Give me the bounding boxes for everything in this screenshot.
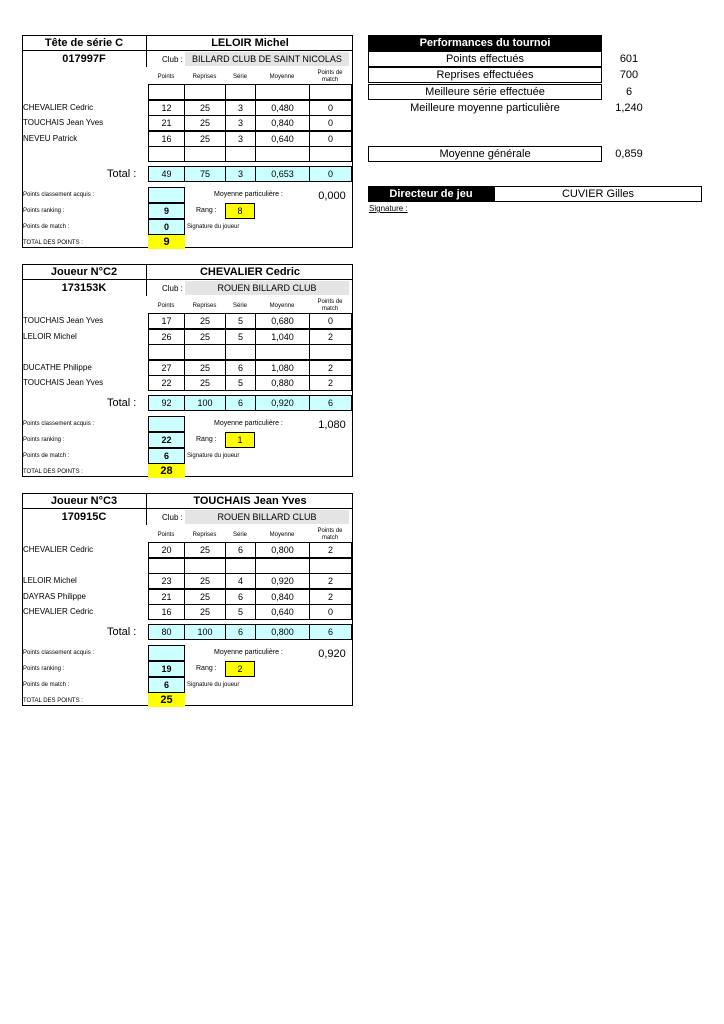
licence-number: 017997F xyxy=(22,51,147,67)
cell-match: 0 xyxy=(309,604,352,620)
cell-reprises: 25 xyxy=(184,313,226,329)
cell-reprises: 25 xyxy=(184,329,226,345)
opponent-name: TOUCHAIS Jean Yves xyxy=(23,316,104,325)
cell-match: 2 xyxy=(309,573,352,589)
points-match-value: 0 xyxy=(148,219,185,235)
cell-serie xyxy=(225,84,256,100)
opponent-name: LELOIR Michel xyxy=(23,332,77,341)
opponent-name: TOUCHAIS Jean Yves xyxy=(23,378,104,387)
total-reprises: 75 xyxy=(184,166,226,182)
rang-label: Rang : xyxy=(196,207,217,214)
column-header-serie: Série xyxy=(232,73,247,80)
points-classement-value xyxy=(148,645,185,661)
total-points-label: TOTAL DES POINTS : xyxy=(23,468,83,475)
cell-points: 21 xyxy=(148,589,185,605)
cell-match: 0 xyxy=(309,115,352,131)
opponent-name: CHEVALIER Cedric xyxy=(23,545,94,554)
cell-moyenne xyxy=(255,344,310,360)
player-name: LELOIR Michel xyxy=(211,37,289,49)
cell-match: 0 xyxy=(309,131,352,147)
column-header-reprises: Reprises xyxy=(192,73,217,80)
signature-joueur-label: Signature du joueur xyxy=(187,223,240,230)
points-classement-label: Points classement acquis : xyxy=(23,649,95,656)
card-title: Tête de série C xyxy=(22,35,147,51)
points-classement-value xyxy=(148,416,185,432)
cell-match xyxy=(309,558,352,574)
directeur-name: CUVIER Gilles xyxy=(494,186,702,202)
licence-number: 173153K xyxy=(22,280,147,296)
cell-points: 16 xyxy=(148,131,185,147)
cell-reprises xyxy=(184,558,226,574)
cell-match: 2 xyxy=(309,375,352,391)
opponent-name: DAYRAS Philippe xyxy=(23,592,86,601)
cell-points xyxy=(148,146,185,162)
opponent-name: CHEVALIER Cedric xyxy=(23,607,94,616)
total-serie: 6 xyxy=(225,624,256,640)
cell-match xyxy=(309,146,352,162)
column-header-moyenne: Moyenne xyxy=(269,73,295,80)
cell-reprises: 25 xyxy=(184,604,226,620)
cell-match: 2 xyxy=(309,589,352,605)
column-header-points: Points xyxy=(157,73,175,80)
cell-points xyxy=(148,558,185,574)
directeur-label: Directeur de jeu xyxy=(368,186,494,202)
cell-moyenne xyxy=(255,558,310,574)
cell-moyenne xyxy=(255,146,310,162)
perf-label-serie: Meilleure série effectuée xyxy=(368,84,602,100)
points-match-label: Points de match : xyxy=(23,223,70,230)
moyenne-particuliere-value: 0,920 xyxy=(318,647,346,660)
cell-points: 17 xyxy=(148,313,185,329)
total-label: Total : xyxy=(107,397,137,409)
total-points-label: TOTAL DES POINTS : xyxy=(23,697,83,704)
cell-moyenne: 0,680 xyxy=(255,313,310,329)
cell-match: 2 xyxy=(309,360,352,376)
total-reprises: 100 xyxy=(184,624,226,640)
opponent-name: NEVEU Patrick xyxy=(23,134,78,143)
points-classement-label: Points classement acquis : xyxy=(23,191,95,198)
cell-match: 2 xyxy=(309,329,352,345)
cell-serie: 6 xyxy=(225,542,256,558)
club-label: Club : xyxy=(162,283,183,293)
cell-serie xyxy=(225,344,256,360)
cell-points: 22 xyxy=(148,375,185,391)
cell-moyenne: 0,840 xyxy=(255,589,310,605)
cell-reprises: 25 xyxy=(184,131,226,147)
points-ranking-label: Points ranking : xyxy=(23,436,65,443)
cell-serie: 5 xyxy=(225,604,256,620)
signature-joueur-label: Signature du joueur xyxy=(187,681,240,688)
moyenne-generale-label: Moyenne générale xyxy=(368,146,602,162)
cell-reprises: 25 xyxy=(184,573,226,589)
moyenne-particuliere-label: Moyenne particulière : xyxy=(214,191,283,198)
total-match: 6 xyxy=(309,395,352,411)
opponent-name: DUCATHE Philippe xyxy=(23,363,92,372)
cell-points xyxy=(148,344,185,360)
cell-reprises xyxy=(184,146,226,162)
performances-title: Performances du tournoi xyxy=(368,35,602,51)
points-match-label: Points de match : xyxy=(23,681,70,688)
total-points: 92 xyxy=(148,395,185,411)
cell-moyenne: 0,920 xyxy=(255,573,310,589)
moyenne-particuliere-value: 1,080 xyxy=(318,418,346,431)
column-header-reprises: Reprises xyxy=(192,531,217,538)
column-header-serie: Série xyxy=(232,531,247,538)
signature-joueur-label: Signature du joueur xyxy=(187,452,240,459)
player-name: CHEVALIER Cedric xyxy=(199,266,301,278)
points-ranking-label: Points ranking : xyxy=(23,665,65,672)
total-label: Total : xyxy=(107,168,137,180)
cell-moyenne: 0,480 xyxy=(255,100,310,116)
total-points: 80 xyxy=(148,624,185,640)
cell-reprises: 25 xyxy=(184,360,226,376)
cell-serie: 3 xyxy=(225,115,256,131)
opponent-name: CHEVALIER Cedric xyxy=(23,103,94,112)
points-match-label: Points de match : xyxy=(23,452,70,459)
perf-value-moyenne: 1,240 xyxy=(615,102,643,114)
rang-value: 8 xyxy=(225,203,255,219)
cell-points: 16 xyxy=(148,604,185,620)
points-ranking-value: 22 xyxy=(148,432,185,448)
cell-match: 0 xyxy=(309,100,352,116)
cell-serie: 3 xyxy=(225,100,256,116)
cell-reprises: 25 xyxy=(184,375,226,391)
cell-match xyxy=(309,84,352,100)
cell-serie: 5 xyxy=(225,313,256,329)
points-classement-label: Points classement acquis : xyxy=(23,420,95,427)
cell-points: 12 xyxy=(148,100,185,116)
column-header-moyenne: Moyenne xyxy=(269,531,295,538)
cell-match xyxy=(309,344,352,360)
club-label: Club : xyxy=(162,512,183,522)
total-points-value: 9 xyxy=(148,235,185,249)
column-header-points: Points xyxy=(157,531,175,538)
total-moyenne: 0,920 xyxy=(255,395,310,411)
total-match: 6 xyxy=(309,624,352,640)
rang-value: 1 xyxy=(225,432,255,448)
perf-label-points: Points effectués xyxy=(368,51,602,67)
club-name: ROUEN BILLARD CLUB xyxy=(185,281,349,295)
cell-serie: 3 xyxy=(225,131,256,147)
points-ranking-label: Points ranking : xyxy=(23,207,65,214)
opponent-name: TOUCHAIS Jean Yves xyxy=(23,118,104,127)
cell-moyenne: 0,800 xyxy=(255,542,310,558)
total-reprises: 100 xyxy=(184,395,226,411)
cell-serie: 5 xyxy=(225,329,256,345)
cell-points: 23 xyxy=(148,573,185,589)
column-header-points: Points xyxy=(157,302,175,309)
cell-serie xyxy=(225,558,256,574)
cell-points: 20 xyxy=(148,542,185,558)
moyenne-particuliere-value: 0,000 xyxy=(318,189,346,202)
total-points-label: TOTAL DES POINTS : xyxy=(23,239,83,246)
cell-reprises: 25 xyxy=(184,589,226,605)
rang-value: 2 xyxy=(225,661,255,677)
rang-label: Rang : xyxy=(196,665,217,672)
card-title: Joueur N°C2 xyxy=(22,264,147,280)
club-name: BILLARD CLUB DE SAINT NICOLAS xyxy=(185,52,349,66)
total-serie: 3 xyxy=(225,166,256,182)
points-ranking-value: 19 xyxy=(148,661,185,677)
cell-points: 21 xyxy=(148,115,185,131)
total-points-value: 28 xyxy=(148,464,185,478)
cell-reprises: 25 xyxy=(184,100,226,116)
cell-moyenne: 0,640 xyxy=(255,131,310,147)
perf-label-reprises: Reprises effectuées xyxy=(368,67,602,83)
cell-points: 26 xyxy=(148,329,185,345)
column-header-points_de_match: Points de match xyxy=(317,70,343,83)
column-header-serie: Série xyxy=(232,302,247,309)
cell-reprises xyxy=(184,344,226,360)
points-match-value: 6 xyxy=(148,448,185,464)
total-serie: 6 xyxy=(225,395,256,411)
cell-serie: 4 xyxy=(225,573,256,589)
perf-value-points: 601 xyxy=(619,53,639,65)
cell-moyenne: 1,040 xyxy=(255,329,310,345)
cell-moyenne xyxy=(255,84,310,100)
total-label: Total : xyxy=(107,626,137,638)
opponent-name: LELOIR Michel xyxy=(23,576,77,585)
perf-value-serie: 6 xyxy=(625,86,633,98)
cell-match: 2 xyxy=(309,542,352,558)
rang-label: Rang : xyxy=(196,436,217,443)
cell-serie xyxy=(225,146,256,162)
cell-points: 27 xyxy=(148,360,185,376)
total-moyenne: 0,653 xyxy=(255,166,310,182)
total-points: 49 xyxy=(148,166,185,182)
cell-moyenne: 0,880 xyxy=(255,375,310,391)
total-points-value: 25 xyxy=(148,693,185,707)
cell-reprises: 25 xyxy=(184,115,226,131)
points-ranking-value: 9 xyxy=(148,203,185,219)
column-header-points_de_match: Points de match xyxy=(317,299,343,312)
points-classement-value xyxy=(148,187,185,203)
moyenne-generale-value: 0,859 xyxy=(615,148,643,160)
signature-label: Signature : xyxy=(369,204,408,213)
cell-moyenne: 0,640 xyxy=(255,604,310,620)
column-header-moyenne: Moyenne xyxy=(269,302,295,309)
licence-number: 170915C xyxy=(22,509,147,525)
cell-reprises: 25 xyxy=(184,542,226,558)
cell-serie: 6 xyxy=(225,589,256,605)
card-title: Joueur N°C3 xyxy=(22,493,147,509)
moyenne-particuliere-label: Moyenne particulière : xyxy=(214,420,283,427)
total-match: 0 xyxy=(309,166,352,182)
cell-points xyxy=(148,84,185,100)
cell-moyenne: 1,080 xyxy=(255,360,310,376)
cell-serie: 6 xyxy=(225,360,256,376)
cell-moyenne: 0,840 xyxy=(255,115,310,131)
perf-value-reprises: 700 xyxy=(619,69,639,81)
cell-reprises xyxy=(184,84,226,100)
column-header-reprises: Reprises xyxy=(192,302,217,309)
moyenne-particuliere-label: Moyenne particulière : xyxy=(214,649,283,656)
total-moyenne: 0,800 xyxy=(255,624,310,640)
club-name: ROUEN BILLARD CLUB xyxy=(185,510,349,524)
club-label: Club : xyxy=(162,54,183,64)
points-match-value: 6 xyxy=(148,677,185,693)
cell-match: 0 xyxy=(309,313,352,329)
column-header-points_de_match: Points de match xyxy=(317,528,343,541)
cell-serie: 5 xyxy=(225,375,256,391)
perf-label-moyenne: Meilleure moyenne particulière xyxy=(410,102,560,114)
player-name: TOUCHAIS Jean Yves xyxy=(193,495,307,507)
